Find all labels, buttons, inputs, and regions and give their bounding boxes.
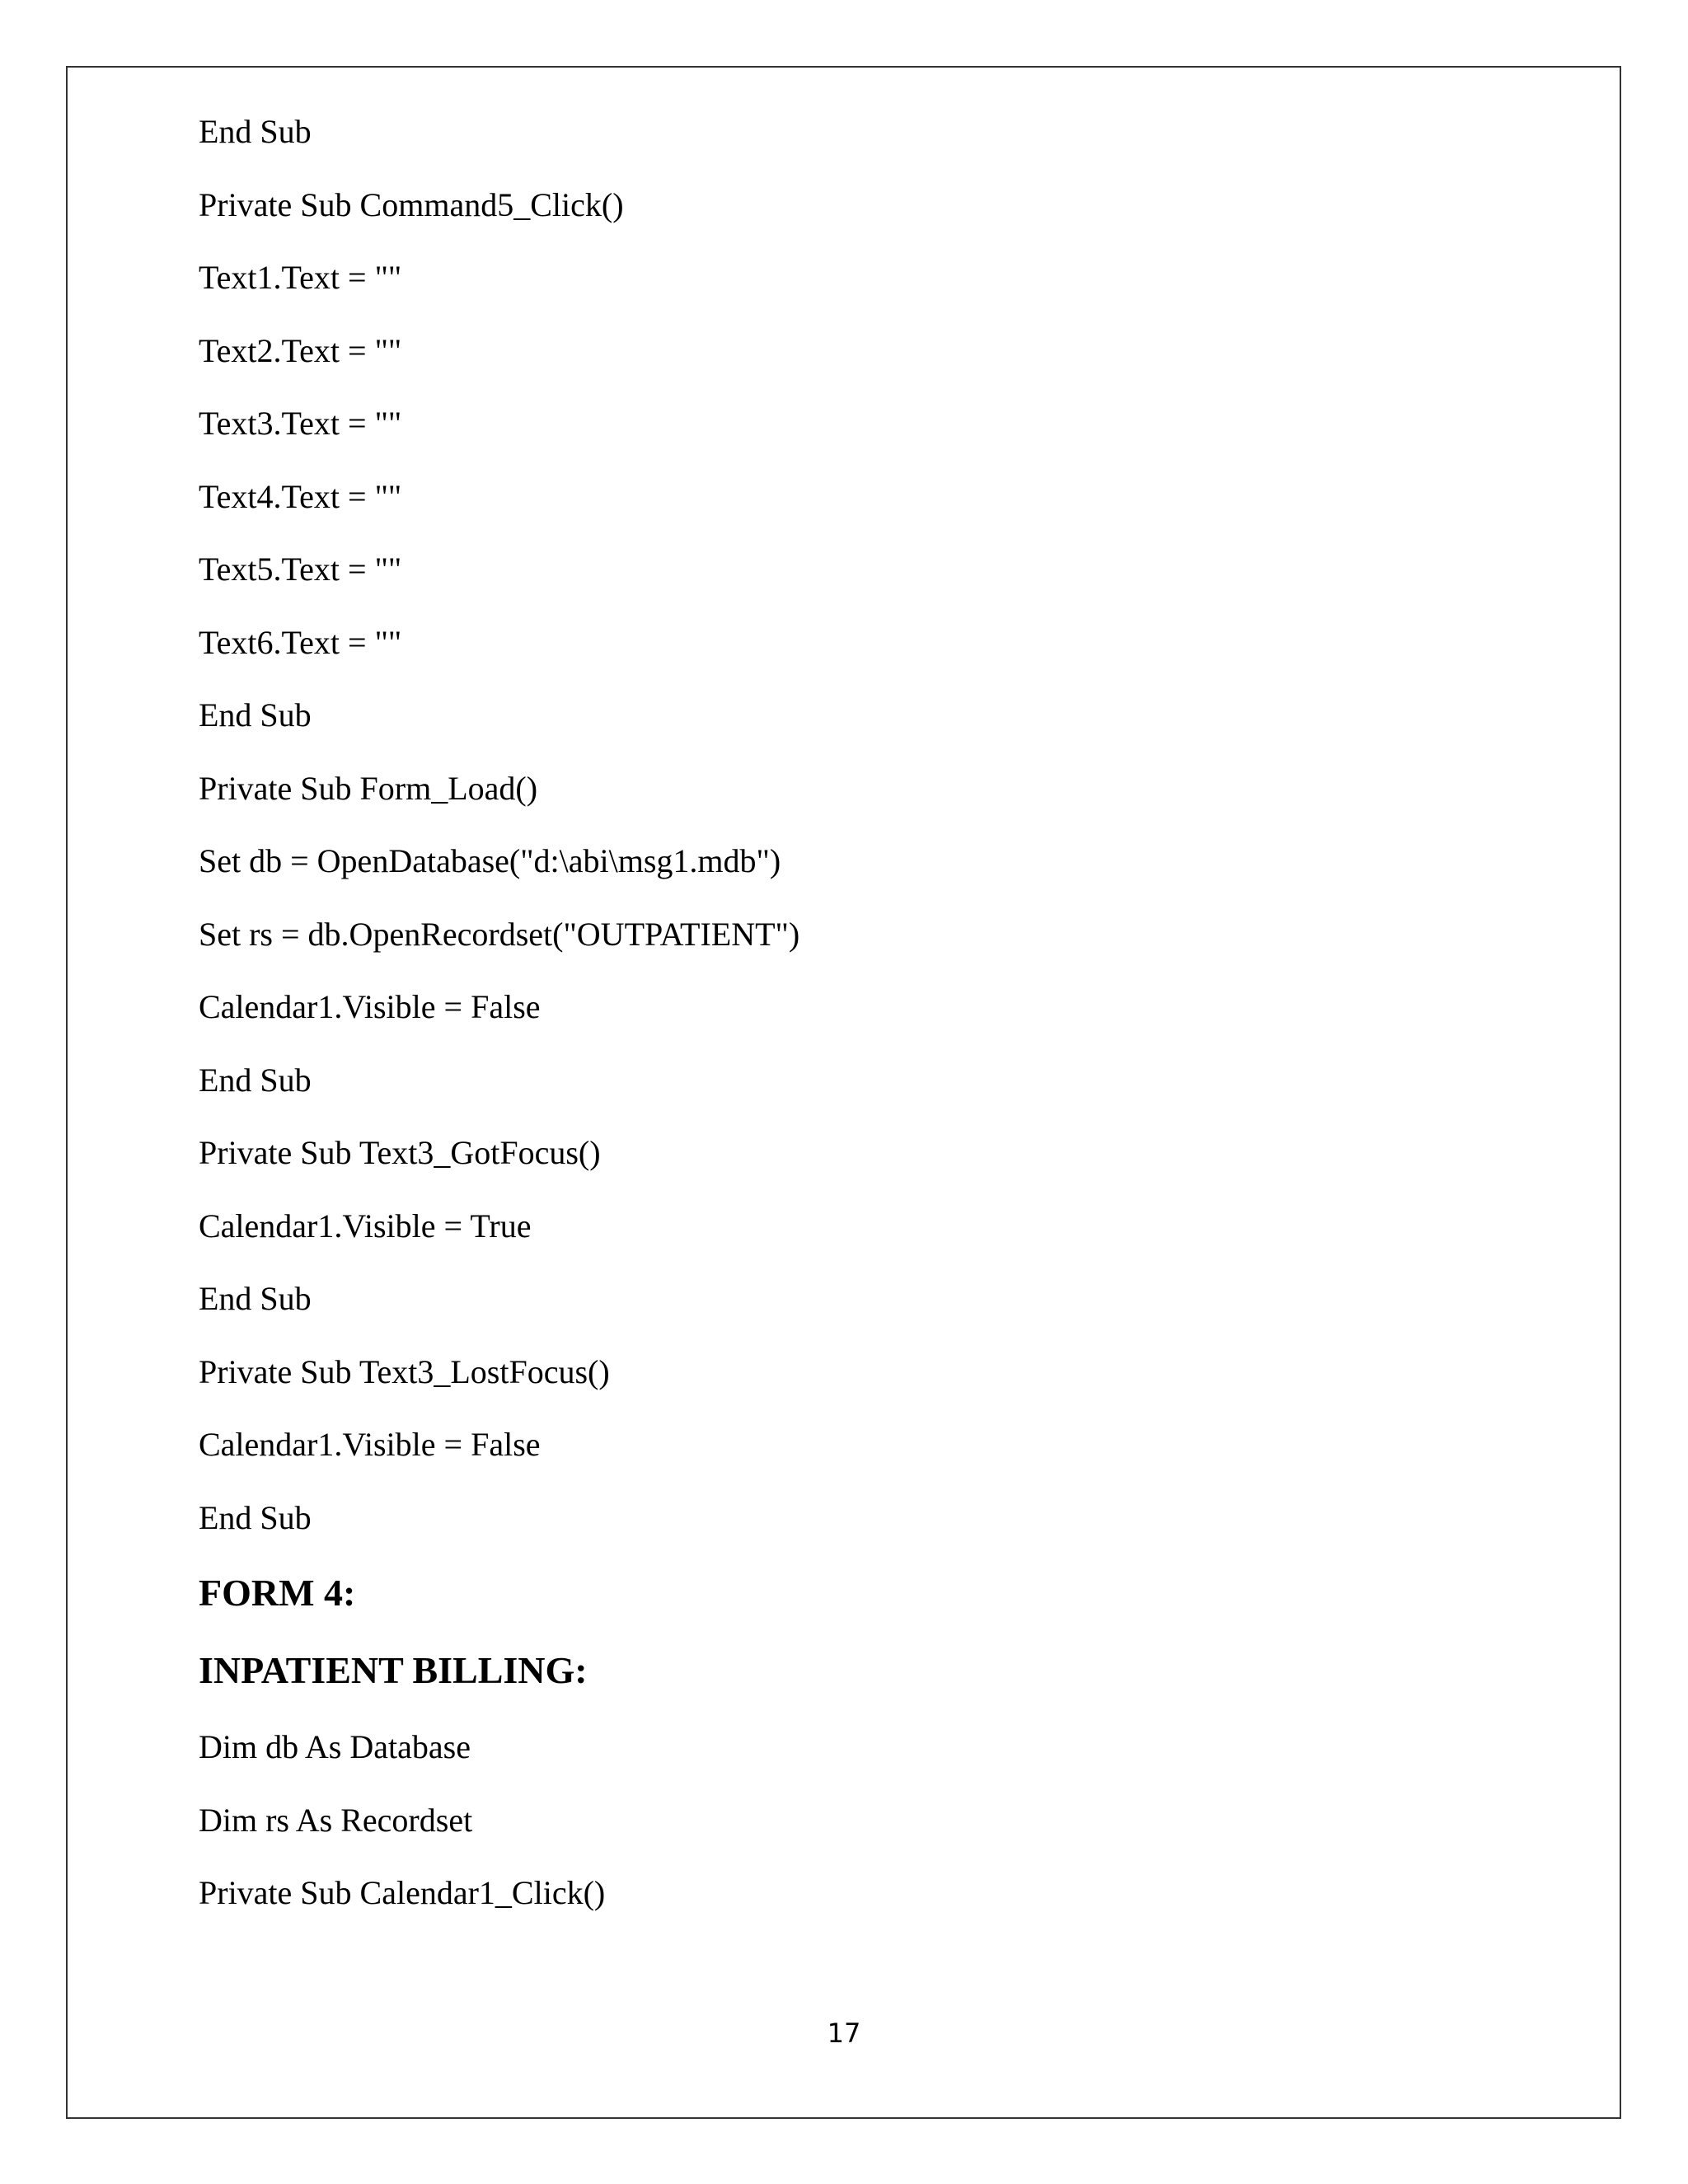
code-line: End Sub: [199, 1062, 312, 1099]
code-line: Text4.Text = "": [199, 478, 402, 515]
code-line: End Sub: [199, 696, 312, 733]
section-heading: INPATIENT BILLING:: [199, 1649, 588, 1691]
code-line: Set rs = db.OpenRecordset("OUTPATIENT"): [199, 916, 800, 953]
page-number: 17: [827, 2018, 861, 2049]
code-line: Set db = OpenDatabase("d:\abi\msg1.mdb"): [199, 842, 781, 879]
code-line: Private Sub Form_Load(): [199, 770, 538, 807]
code-line: Private Sub Text3_GotFocus(): [199, 1134, 601, 1171]
code-line: Dim rs As Recordset: [199, 1802, 473, 1839]
code-line: End Sub: [199, 1499, 312, 1536]
code-line: Private Sub Calendar1_Click(): [199, 1874, 606, 1911]
code-line: Text5.Text = "": [199, 551, 402, 588]
code-line: End Sub: [199, 1280, 312, 1317]
code-line: End Sub: [199, 113, 312, 150]
code-line: Calendar1.Visible = False: [199, 988, 541, 1025]
code-line: Text3.Text = "": [199, 405, 402, 442]
code-line: Private Sub Command5_Click(): [199, 186, 624, 223]
code-line: Calendar1.Visible = False: [199, 1426, 541, 1463]
code-line: Calendar1.Visible = True: [199, 1207, 532, 1244]
code-line: Text2.Text = "": [199, 332, 402, 369]
code-line: Dim db As Database: [199, 1728, 471, 1765]
section-heading: FORM 4:: [199, 1572, 356, 1614]
code-line: Private Sub Text3_LostFocus(): [199, 1353, 610, 1390]
code-line: Text1.Text = "": [199, 259, 402, 296]
code-line: Text6.Text = "": [199, 624, 402, 661]
